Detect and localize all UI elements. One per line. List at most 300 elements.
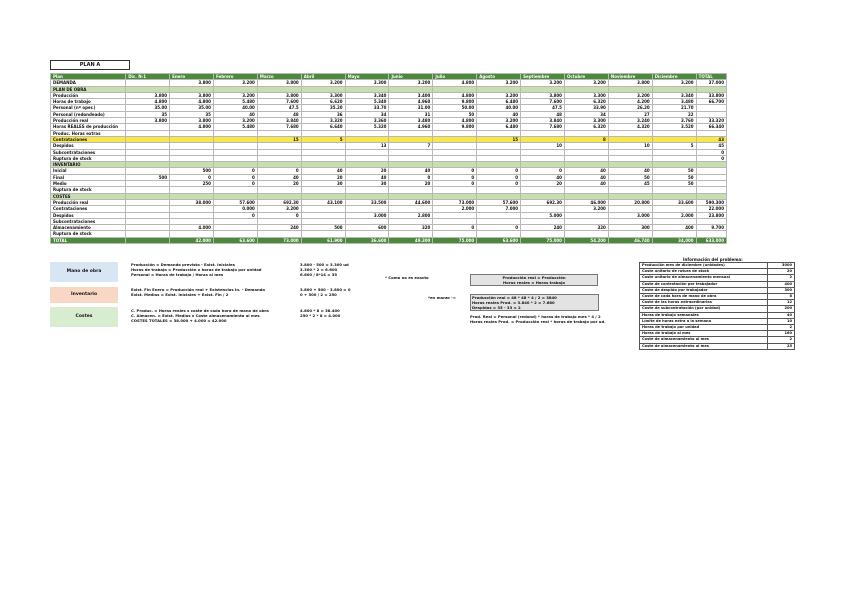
value-cell[interactable]: Dic. N-1 (126, 74, 170, 80)
calc-line: 6.600 / 8*14 = 35 (300, 272, 338, 277)
row-label-cell[interactable]: Produc. Horas extras (51, 130, 126, 136)
value-cell[interactable]: Septiembre (521, 74, 565, 80)
value-cell[interactable]: 31.00 (389, 105, 433, 111)
value-cell[interactable]: 20 (257, 181, 301, 187)
value-cell[interactable]: 3.800 (608, 80, 652, 86)
value-cell[interactable]: 61.900 (301, 237, 345, 243)
value-cell[interactable]: Marzo (257, 74, 301, 80)
value-cell[interactable]: 33.800 (696, 92, 726, 98)
value-cell[interactable]: 21.70 (652, 105, 696, 111)
value-cell[interactable]: 10 (608, 143, 652, 149)
value-cell[interactable]: 3.200 (652, 80, 696, 86)
row-label-cell[interactable]: INVENTARIO (51, 162, 126, 168)
value-cell[interactable]: 0 (433, 181, 477, 187)
value-cell[interactable]: 0 (477, 225, 521, 231)
value-cell[interactable]: Junio (389, 74, 433, 80)
value-cell[interactable]: 2.000 (652, 212, 696, 218)
value-cell[interactable]: 57.600 (213, 199, 257, 205)
value-cell[interactable]: 5.480 (213, 124, 257, 130)
value-cell[interactable]: Febrero (213, 74, 257, 80)
value-cell[interactable]: 40 (564, 181, 608, 187)
value-cell[interactable]: 320 (389, 225, 433, 231)
value-cell[interactable] (126, 237, 170, 243)
value-cell[interactable]: TOTAL (696, 74, 726, 80)
value-cell[interactable]: 46.000 (564, 199, 608, 205)
value-cell[interactable]: Noviembre (608, 74, 652, 80)
value-cell[interactable]: 31 (389, 111, 433, 117)
value-cell[interactable]: 40.00 (477, 105, 521, 111)
value-cell[interactable]: Abril (301, 74, 345, 80)
info-table (639, 262, 795, 350)
value-cell[interactable]: 47.5 (257, 105, 301, 111)
calc-line: 4.800 * 8 = 38.400 (300, 308, 340, 313)
calc-line: 0 + 500 / 2 = 250 (300, 292, 337, 297)
value-cell[interactable]: 0 (433, 174, 477, 180)
value-cell[interactable]: 6.620 (301, 99, 345, 105)
value-cell[interactable]: 9.700 (696, 225, 726, 231)
value-cell[interactable]: 500 (301, 225, 345, 231)
value-cell[interactable]: 73.000 (257, 237, 301, 243)
value-cell[interactable]: 40 (389, 168, 433, 174)
info-value[interactable]: 12 (768, 300, 795, 306)
value-cell[interactable]: 33.90 (564, 105, 608, 111)
value-cell[interactable]: 40 (564, 174, 608, 180)
value-cell[interactable]: 47.5 (521, 105, 565, 111)
value-cell[interactable]: 3.200 (477, 80, 521, 86)
value-cell[interactable]: 3.200 (564, 206, 608, 212)
value-cell[interactable]: 9.800 (433, 124, 477, 130)
value-cell[interactable]: 7.680 (521, 124, 565, 130)
value-cell[interactable]: 0 (257, 212, 301, 218)
value-cell[interactable]: 3.800 (126, 92, 170, 98)
value-cell[interactable]: 44.600 (389, 199, 433, 205)
value-cell[interactable]: 3.300 (564, 92, 608, 98)
info-label[interactable]: Límite de horas extra a la semana (640, 318, 768, 324)
value-cell[interactable]: 73.000 (433, 199, 477, 205)
box-line: Despidos = 35 - 33 = 2 (472, 305, 521, 310)
value-cell[interactable]: 4.200 (608, 99, 652, 105)
value-cell[interactable]: 35.00 (126, 105, 170, 111)
value-cell[interactable]: 633.000 (696, 237, 726, 243)
row-label-cell[interactable]: Subcontrataciones (51, 149, 126, 155)
sheet-title[interactable]: PLAN A (50, 60, 130, 70)
row-label-cell[interactable]: Horas REALES de producción (51, 124, 126, 130)
value-cell[interactable]: 20 (389, 181, 433, 187)
value-cell[interactable]: 6.320 (564, 124, 608, 130)
value-cell[interactable]: 23.800 (696, 212, 726, 218)
info-label[interactable]: Coste de subcontratación (por unidad) (640, 306, 768, 312)
value-cell[interactable]: 3.360 (345, 118, 389, 124)
info-title: Información del problema: (683, 257, 743, 262)
row-label-cell[interactable]: Contrataciones (51, 206, 126, 212)
info-label[interactable]: Horas de trabajo al mes (640, 331, 768, 337)
value-cell[interactable]: 0 (477, 174, 521, 180)
value-cell[interactable]: 3.320 (301, 118, 345, 124)
info-value[interactable]: 200 (768, 306, 795, 312)
formula-line: Exist. Medias = Exist. Iniciales + Exist. Fin / 2 (131, 292, 229, 297)
row-label-cell[interactable]: Despidos (51, 212, 126, 218)
value-cell[interactable]: 5.000 (521, 212, 565, 218)
value-cell[interactable]: 0 (477, 168, 521, 174)
value-cell[interactable]: 3.200 (213, 118, 257, 124)
value-cell[interactable]: 2.000 (433, 206, 477, 212)
row-label-cell[interactable]: Producción (51, 92, 126, 98)
value-cell[interactable]: Diciembre (652, 74, 696, 80)
info-label[interactable]: Coste unitario de almacenamiento mensual (640, 275, 768, 281)
row-label-cell[interactable]: Subcontrataciones (51, 218, 126, 224)
value-cell[interactable]: 4.320 (608, 124, 652, 130)
value-cell[interactable]: 0 (213, 212, 257, 218)
value-cell[interactable]: 22.000 (696, 206, 726, 212)
row-label-cell[interactable]: DEMANDA (51, 80, 126, 86)
value-cell[interactable]: 22 (652, 111, 696, 117)
value-cell[interactable]: 300 (608, 225, 652, 231)
value-cell[interactable]: 3.300 (301, 92, 345, 98)
info-value[interactable]: 300 (768, 287, 795, 293)
info-label[interactable]: Coste de cada hora de mano de obra (640, 294, 768, 300)
value-cell[interactable]: 20.800 (608, 199, 652, 205)
value-cell[interactable]: 34 (345, 111, 389, 117)
value-cell[interactable]: 8 (564, 136, 608, 142)
value-cell[interactable]: Agosto (477, 74, 521, 80)
info-value[interactable]: 40 (768, 312, 795, 318)
note-box-march (470, 294, 599, 311)
row-label-cell[interactable]: Ruptura de stock (51, 231, 126, 237)
value-cell[interactable]: 3.200 (213, 80, 257, 86)
value-cell[interactable]: 50 (652, 181, 696, 187)
formula-line: Horas de trabajo = Producción x horas de trabajo por unidad (131, 267, 262, 272)
value-cell[interactable]: 0 (521, 168, 565, 174)
value-cell[interactable]: 240 (521, 225, 565, 231)
note-box-equal (470, 274, 598, 286)
info-value[interactable]: 8 (768, 294, 795, 300)
value-cell[interactable]: 7.600 (521, 99, 565, 105)
value-cell[interactable]: 3.240 (608, 118, 652, 124)
row-label-cell[interactable]: Personal (redondeado) (51, 111, 126, 117)
value-cell[interactable]: 40 (213, 111, 257, 117)
info-value[interactable]: 10 (768, 318, 795, 324)
value-cell[interactable]: 3.300 (564, 118, 608, 124)
value-cell[interactable]: 0 (696, 149, 726, 155)
value-cell[interactable]: 3.520 (652, 124, 696, 130)
row-label-cell[interactable]: Almacenamiento (51, 225, 126, 231)
value-cell[interactable]: 40 (564, 168, 608, 174)
info-label[interactable]: Horas de trabajo por unidad (640, 325, 768, 331)
value-cell[interactable]: 45 (608, 181, 652, 187)
value-cell[interactable]: 5.320 (345, 124, 389, 130)
row-label-cell[interactable]: TOTAL (51, 237, 126, 243)
value-cell[interactable]: 54.200 (564, 237, 608, 243)
value-cell[interactable]: 0.000 (213, 206, 257, 212)
value-cell[interactable]: 7.680 (257, 124, 301, 130)
value-cell[interactable]: 10 (521, 143, 565, 149)
value-cell[interactable]: 240 (257, 225, 301, 231)
row-label-cell[interactable]: Ruptura de stock (51, 187, 126, 193)
value-cell[interactable]: 35 (126, 111, 170, 117)
row-label-cell[interactable]: Producción real (51, 199, 126, 205)
value-cell[interactable]: 33.70 (345, 105, 389, 111)
value-cell[interactable]: 30 (345, 181, 389, 187)
info-value[interactable]: 3000 (768, 263, 795, 269)
calc-line: 250 * 2 * 8 = 4.000 (300, 313, 341, 318)
box-line: Producción real = 48 * 48 * 4 / 2 = 3840 (472, 295, 557, 300)
info-value[interactable]: 160 (768, 331, 795, 337)
costes-calcs (300, 308, 340, 318)
value-cell[interactable]: 3.800 (126, 118, 170, 124)
value-cell[interactable]: 20 (301, 174, 345, 180)
calc-line: 3.300 * 2 = 6.600 (300, 267, 338, 272)
value-cell[interactable]: 63.600 (477, 237, 521, 243)
formula-line: Exist. Fin Enero = Producción real + Existencias In. - Demanda (131, 287, 265, 292)
info-label[interactable]: Coste unitario de rotura de stock (640, 269, 768, 275)
value-cell[interactable]: Enero (170, 74, 214, 80)
box-line: Horas reales = Horas trabajo (502, 280, 566, 285)
value-cell[interactable]: 4.960 (389, 124, 433, 130)
march-extra-notes (470, 314, 606, 324)
value-cell[interactable]: 0 (696, 155, 726, 161)
row-label-cell[interactable]: Ruptura de stock (51, 155, 126, 161)
formula-line: Producción = Demanda prevista - Exist. Iniciales (131, 262, 235, 267)
value-cell[interactable]: 500 (170, 168, 214, 174)
value-cell[interactable]: 3.200 (477, 118, 521, 124)
value-cell[interactable]: 63.600 (213, 237, 257, 243)
value-cell[interactable]: 7 (389, 143, 433, 149)
info-label[interactable]: Producción mes de diciembre (unidades) (640, 263, 768, 269)
value-cell[interactable]: 0 (433, 225, 477, 231)
info-value[interactable]: 25 (768, 343, 795, 349)
value-cell[interactable]: 50 (652, 168, 696, 174)
value-cell[interactable]: 3.340 (345, 92, 389, 98)
value-cell[interactable]: 33.600 (652, 199, 696, 205)
value-cell[interactable]: 6.320 (564, 99, 608, 105)
value-cell[interactable]: 3.200 (301, 80, 345, 86)
value-cell[interactable]: 38.000 (170, 199, 214, 205)
value-cell[interactable]: 49.300 (389, 237, 433, 243)
value-cell[interactable]: 3.800 (170, 80, 214, 86)
value-cell[interactable]: Mayo (345, 74, 389, 80)
value-cell[interactable]: 33.500 (345, 199, 389, 205)
value-cell[interactable]: 15 (477, 136, 521, 142)
value-cell[interactable]: 34 (564, 111, 608, 117)
value-cell[interactable]: 3.800 (170, 92, 214, 98)
value-cell[interactable]: 3.480 (389, 118, 433, 124)
value-cell[interactable]: 3.340 (652, 92, 696, 98)
inventario-formulas (131, 287, 265, 297)
value-cell[interactable]: 40 (301, 168, 345, 174)
value-cell[interactable]: 5 (652, 143, 696, 149)
value-cell[interactable]: 3.200 (257, 206, 301, 212)
value-cell[interactable]: 4.000 (170, 225, 214, 231)
row-label-cell[interactable]: Plan (51, 74, 126, 80)
value-cell[interactable]: 3.200 (564, 80, 608, 86)
row-label-cell[interactable]: Despidos (51, 143, 126, 149)
value-cell[interactable]: 36.600 (345, 237, 389, 243)
value-cell[interactable]: 42.000 (170, 237, 214, 243)
value-cell[interactable]: 20 (345, 168, 389, 174)
value-cell[interactable]: 0 (170, 174, 214, 180)
value-cell[interactable]: 0 (389, 174, 433, 180)
row-label-cell[interactable]: Horas de trabajo (51, 99, 126, 105)
value-cell[interactable]: Octubre (564, 74, 608, 80)
info-value[interactable]: 400 (768, 281, 795, 287)
plan-table (50, 73, 727, 244)
value-cell[interactable]: 3.760 (652, 118, 696, 124)
value-cell[interactable]: 7.600 (257, 99, 301, 105)
value-cell[interactable]: 3.200 (389, 80, 433, 86)
value-cell[interactable]: 33.320 (696, 118, 726, 124)
value-cell[interactable]: 3.200 (608, 92, 652, 98)
value-cell[interactable]: 3.200 (521, 80, 565, 86)
info-label[interactable]: Coste de contratación por trabajador (640, 281, 768, 287)
value-cell[interactable]: 4.800 (433, 92, 477, 98)
value-cell[interactable]: 45 (696, 143, 726, 149)
value-cell[interactable]: 3.000 (345, 212, 389, 218)
value-cell[interactable]: 7.000 (477, 206, 521, 212)
value-cell[interactable]: 3.480 (652, 99, 696, 105)
value-cell[interactable]: 20 (521, 181, 565, 187)
value-cell[interactable]: 50.00 (433, 105, 477, 111)
value-cell[interactable]: 36 (301, 111, 345, 117)
info-label[interactable]: Coste de despido por trabajador (640, 287, 768, 293)
note-line: Prod. Real = Personal (redond) * horas de trabajo mes * 4 / 2 (470, 314, 601, 319)
row-label-cell[interactable]: Contrataciones (51, 136, 126, 142)
value-cell[interactable]: 3.800 (521, 92, 565, 98)
value-cell[interactable]: 0 (213, 174, 257, 180)
value-cell[interactable]: 590.300 (696, 199, 726, 205)
value-cell[interactable]: 48 (257, 111, 301, 117)
note-march: *en marzo -> (428, 295, 456, 300)
value-cell[interactable]: 3.200 (213, 92, 257, 98)
value-cell[interactable]: 35.20 (301, 105, 345, 111)
value-cell[interactable]: 692.30 (521, 199, 565, 205)
value-cell[interactable]: 3.800 (257, 80, 301, 86)
value-cell[interactable]: 40 (345, 174, 389, 180)
value-cell[interactable]: 0 (477, 181, 521, 187)
value-cell[interactable]: 43 (696, 136, 726, 142)
value-cell[interactable]: 2.800 (389, 212, 433, 218)
value-cell[interactable]: 43.100 (301, 199, 345, 205)
formula-line: C. Almacen. = Exist. Medias x Coste almacenamiento al mes (131, 313, 260, 318)
value-cell[interactable]: 40 (257, 174, 301, 180)
value-cell[interactable]: 57.600 (477, 199, 521, 205)
value-cell[interactable]: 4.800 (170, 99, 214, 105)
row-label-cell[interactable]: Medio (51, 181, 126, 187)
value-cell[interactable]: 35 (170, 111, 214, 117)
info-label[interactable]: Coste de almacenamiento al mes (640, 337, 768, 343)
value-cell[interactable]: 4.960 (389, 99, 433, 105)
row-label-cell[interactable]: PLAN DE OBRA (51, 86, 126, 92)
value-cell[interactable]: 6.480 (477, 99, 521, 105)
value-cell[interactable]: Julio (433, 74, 477, 80)
value-cell[interactable]: 320 (564, 225, 608, 231)
value-cell[interactable]: 500 (126, 174, 170, 180)
value-cell[interactable]: 6.640 (301, 124, 345, 130)
info-value[interactable]: 20 (768, 269, 795, 275)
value-cell[interactable]: 0 (213, 168, 257, 174)
row-label-cell[interactable]: Final (51, 174, 126, 180)
value-cell[interactable]: 34,000 (652, 237, 696, 243)
tag-inventario: Inventario (50, 287, 118, 303)
value-cell[interactable]: 5.340 (345, 99, 389, 105)
value-cell[interactable]: 40 (521, 174, 565, 180)
value-cell[interactable]: 48 (521, 111, 565, 117)
info-label[interactable]: Horas de trabajo semanales (640, 312, 768, 318)
value-cell[interactable]: 3.800 (170, 118, 214, 124)
info-row (640, 343, 795, 349)
value-cell[interactable]: 3.840 (257, 118, 301, 124)
row-label-cell[interactable]: Inicial (51, 168, 126, 174)
value-cell[interactable]: 3.200 (477, 92, 521, 98)
info-value[interactable]: 2 (768, 275, 795, 281)
formula-line: Personal = Horas de trabajo / Horas al mes (131, 272, 224, 277)
value-cell[interactable]: 66.700 (696, 99, 726, 105)
value-cell[interactable]: 3.400 (389, 92, 433, 98)
row-label-cell[interactable]: COSTES (51, 193, 126, 199)
value-cell[interactable]: 4.800 (433, 118, 477, 124)
note-not-exact: * Como no es exacto (385, 275, 429, 280)
value-cell[interactable]: 4.800 (126, 99, 170, 105)
value-cell[interactable]: 9.800 (433, 99, 477, 105)
value-cell[interactable]: 400 (652, 225, 696, 231)
value-cell[interactable]: 600 (345, 225, 389, 231)
value-cell[interactable]: 3.800 (257, 92, 301, 98)
info-value[interactable]: 2 (768, 337, 795, 343)
value-cell[interactable]: 30 (301, 181, 345, 187)
value-cell[interactable]: 692.30 (257, 199, 301, 205)
value-cell[interactable]: 26.20 (608, 105, 652, 111)
value-cell[interactable]: 13 (345, 143, 389, 149)
value-cell[interactable]: 50 (433, 111, 477, 117)
value-cell[interactable]: 0 (433, 168, 477, 174)
value-cell[interactable]: 75.000 (433, 237, 477, 243)
value-cell[interactable]: 4.800 (433, 80, 477, 86)
calc-line: 3.800 - 500 = 3.300 ud (300, 262, 349, 267)
value-cell[interactable]: 40 (608, 168, 652, 174)
value-cell[interactable]: 250 (170, 181, 214, 187)
value-cell[interactable]: 40.00 (213, 105, 257, 111)
info-label[interactable]: Coste de las horas extraordinarias (640, 300, 768, 306)
value-cell[interactable]: 15 (257, 136, 301, 142)
value-cell[interactable]: 3.300 (345, 80, 389, 86)
calc-line: 3.800 + 500 - 3.800 = 0 (300, 287, 351, 292)
value-cell[interactable]: 75.000 (521, 237, 565, 243)
row-label-cell[interactable]: Personal (nº oper.) (51, 105, 126, 111)
value-cell[interactable]: 6.480 (477, 124, 521, 130)
costes-formulas (131, 308, 269, 323)
value-cell[interactable]: 5 (301, 136, 345, 142)
box-line: Horas reales Prod. = 3.840 * 2 = 7.680 (472, 300, 555, 305)
value-cell[interactable]: 4.800 (170, 124, 214, 130)
value-cell[interactable]: 3.840 (521, 118, 565, 124)
value-cell[interactable]: 0 (213, 181, 257, 187)
value-cell[interactable]: 66.340 (696, 124, 726, 130)
value-cell[interactable]: 46.740 (608, 237, 652, 243)
info-value[interactable]: 2 (768, 325, 795, 331)
formula-line: C. Produc. = Horas reales x coste de cada hora de mano de obra (131, 308, 269, 313)
value-cell[interactable]: 27 (608, 111, 652, 117)
value-cell[interactable]: 50 (652, 174, 696, 180)
value-cell[interactable]: 35.00 (170, 105, 214, 111)
value-cell[interactable]: 37.000 (696, 80, 726, 86)
row-label-cell[interactable]: Producción real (51, 118, 126, 124)
value-cell[interactable]: 0 (257, 168, 301, 174)
value-cell[interactable]: 3.000 (608, 212, 652, 218)
value-cell[interactable]: 5.480 (213, 99, 257, 105)
info-label[interactable]: Coste de almacenamiento al mes (640, 343, 768, 349)
formula-line: COSTES TOTALES = 38.000 + 4.000 = 42.000 (131, 318, 227, 323)
value-cell[interactable]: 40 (477, 111, 521, 117)
value-cell[interactable]: 50 (608, 174, 652, 180)
